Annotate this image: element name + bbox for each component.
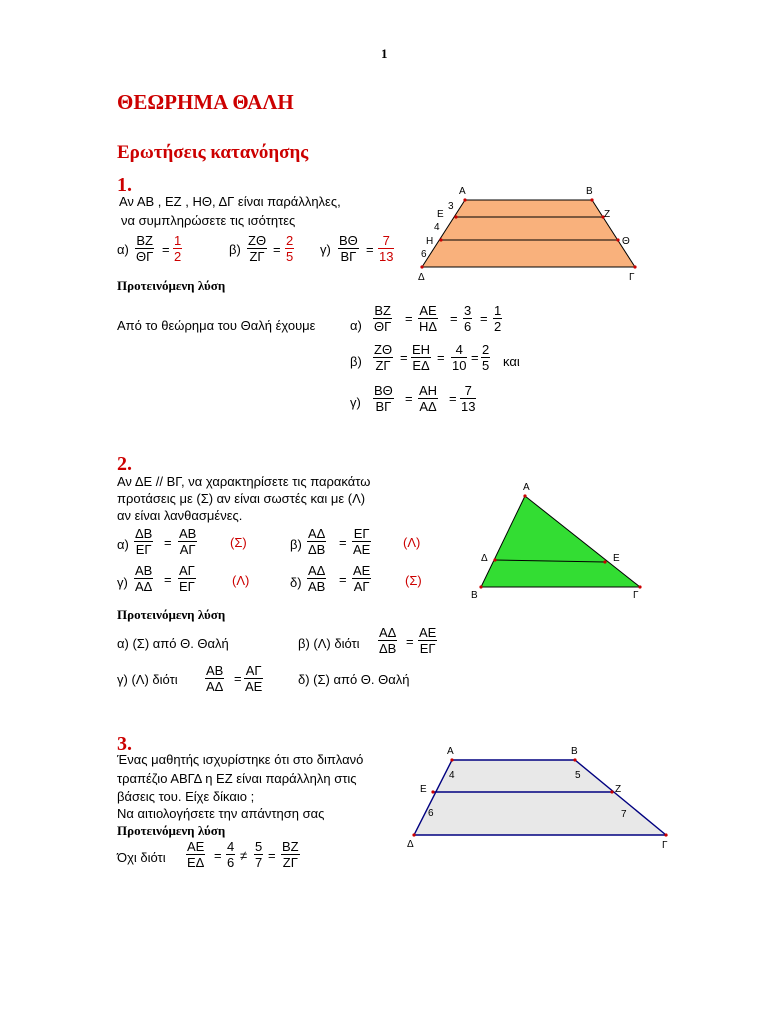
q1-sol-g-label: γ)	[350, 395, 361, 410]
q2-label-A: Α	[523, 482, 530, 493]
q2-triangle-figure	[465, 476, 660, 604]
question-3-number: 3.	[117, 733, 132, 755]
q1-trapezoid-figure	[415, 180, 655, 285]
q2-label-E: Ε	[613, 553, 620, 564]
equals-sign: =	[366, 242, 374, 257]
q2-g-label: γ)	[117, 575, 128, 590]
q2-b-label: β)	[290, 537, 302, 552]
equals-sign: =	[273, 242, 281, 257]
q1-a-fraction: $\frac{BZ}{\Theta\Gamma}$	[136, 233, 154, 264]
q1-sol-a-frac4: $\frac{1}{2}$	[494, 303, 502, 334]
page-number: 1	[381, 46, 388, 61]
q2-b-mark: (Λ)	[403, 535, 421, 550]
q2-a-label: α)	[117, 537, 129, 552]
q1-label-Theta: Θ	[622, 236, 630, 247]
q2-sol-b-frac2: $\frac{AE}{E\Gamma}$	[419, 625, 437, 656]
q2-d-frac1: $\frac{A\Delta}{AB}$	[308, 563, 326, 594]
q2-sol-b-frac1: $\frac{A\Delta}{\Delta B}$	[379, 625, 397, 656]
q3-text-line2: τραπέζιο ΑΒΓΔ η ΕΖ είναι παράλληλη στις	[117, 771, 357, 786]
q2-d-mark: (Σ)	[405, 573, 422, 588]
q1-label-H: Η	[426, 236, 434, 247]
q1-sol-g-frac3: $\frac{7}{13}$	[461, 383, 476, 414]
q1-b-label: β)	[229, 242, 241, 257]
q1-seg-6: 6	[421, 249, 427, 260]
q2-sol-a: α) (Σ) από Θ. Θαλή	[117, 636, 229, 651]
q2-label-G: Γ	[633, 590, 639, 601]
q1-b-fraction: $\frac{Z\Theta}{Z\Gamma}$	[248, 233, 267, 264]
q2-a-mark: (Σ)	[230, 535, 247, 550]
q2-sol-g: γ) (Λ) διότι	[117, 672, 178, 687]
equals-sign: =	[162, 242, 170, 257]
q3-label-D: Δ	[407, 839, 414, 850]
q3-trapezoid-figure	[400, 740, 685, 855]
q1-sol-b-frac4: $\frac{2}{5}$	[482, 342, 490, 373]
not-equal-sign: ≠	[240, 848, 248, 863]
q1-b-answer: $\frac{2}{5}$	[286, 233, 294, 264]
question-1-number: 1.	[117, 174, 132, 196]
q2-b-frac2: $\frac{E\Gamma}{AE}$	[353, 526, 371, 557]
q2-g-frac2: $\frac{A\Gamma}{E\Gamma}$	[179, 563, 195, 594]
q3-label-G: Γ	[662, 840, 668, 851]
q1-sol-a-frac1: $\frac{BZ}{\Theta\Gamma}$	[374, 303, 392, 334]
q3-label-Z: Ζ	[615, 784, 622, 795]
q1-seg-4: 4	[434, 222, 440, 233]
question-2-number: 2.	[117, 453, 132, 475]
q1-sol-g-frac2: $\frac{AH}{A\Delta}$	[419, 383, 438, 414]
q1-seg-3: 3	[448, 201, 454, 212]
q2-label-B: Β	[471, 590, 478, 601]
q3-label-E: Ε	[420, 784, 427, 795]
q2-text-line2: προτάσεις με (Σ) αν είναι σωστές και με (Λ)	[117, 491, 366, 506]
q1-g-label: γ)	[320, 242, 331, 257]
q2-d-label: δ)	[290, 575, 302, 590]
q1-sol-b-frac3: $\frac{4}{10}$	[452, 342, 467, 373]
q1-sol-b-tail: και	[503, 354, 520, 369]
q1-label-D: Δ	[418, 272, 425, 283]
q2-a-frac1: $\frac{\Delta B}{E\Gamma}$	[135, 526, 153, 557]
q3-text-line4: Να αιτιολογήσετε την απάντηση σας	[117, 806, 325, 821]
q1-g-answer: $\frac{7}{13}$	[379, 233, 394, 264]
q3-answer-text: Όχι διότι	[117, 850, 166, 865]
q1-label-E: Ε	[437, 209, 444, 220]
q3-seg-7: 7	[621, 809, 627, 820]
q2-g-frac1: $\frac{AB}{A\Delta}$	[135, 563, 153, 594]
page-title: ΘΕΩΡΗΜΑ ΘΑΛΗ	[117, 90, 294, 114]
q1-sol-b-frac1: $\frac{Z\Theta}{Z\Gamma}$	[374, 342, 393, 373]
q1-sol-a-label: α)	[350, 318, 362, 333]
q1-solution-intro: Από το θεώρημα του Θαλή έχουμε	[117, 318, 316, 333]
q1-label-G: Γ	[629, 272, 635, 283]
q1-solution-heading: Προτεινόμενη λύση	[117, 278, 226, 293]
q1-label-B: Β	[586, 186, 593, 197]
q1-g-fraction: $\frac{B\Theta}{B\Gamma}$	[339, 233, 358, 264]
q1-label-Z: Ζ	[604, 209, 611, 220]
q2-sol-g-frac1: $\frac{AB}{A\Delta}$	[206, 663, 224, 694]
q3-frac4: $\frac{BZ}{Z\Gamma}$	[282, 839, 299, 870]
q1-text-line1: Αν ΑΒ , ΕΖ , ΗΘ, ΔΓ είναι παράλληλες,	[119, 194, 341, 209]
q2-text-line1: Αν ΔΕ // ΒΓ, να χαρακτηρίσετε τις παρακάτω	[117, 474, 371, 489]
q3-seg-5: 5	[575, 770, 581, 781]
section-subtitle: Ερωτήσεις κατανόησης	[117, 142, 309, 163]
q1-sol-b-label: β)	[350, 354, 362, 369]
q2-triangle-shape	[481, 496, 640, 587]
q3-seg-6: 6	[428, 808, 434, 819]
q1-sol-g-frac1: $\frac{B\Theta}{B\Gamma}$	[374, 383, 393, 414]
q2-solution-heading: Προτεινόμενη λύση	[117, 607, 226, 622]
q3-seg-4: 4	[449, 770, 455, 781]
q1-text-line2: να συμπληρώσετε τις ισότητες	[121, 213, 296, 228]
q3-frac1: $\frac{AE}{E\Delta}$	[187, 839, 205, 870]
q3-text-line1: Ένας μαθητής ισχυρίστηκε ότι στο διπλανό	[117, 752, 364, 767]
q3-frac3: $\frac{5}{7}$	[255, 839, 263, 870]
q1-a-label: α)	[117, 242, 129, 257]
q1-sol-a-frac3: $\frac{3}{6}$	[464, 303, 472, 334]
q1-a-answer: $\frac{1}{2}$	[174, 233, 182, 264]
q2-label-D: Δ	[481, 553, 488, 564]
q3-frac2: $\frac{4}{6}$	[227, 839, 235, 870]
q2-text-line3: αν είναι λανθασμένες.	[117, 508, 243, 523]
q3-solution-heading: Προτεινόμενη λύση	[117, 823, 226, 838]
q2-sol-d: δ) (Σ) από Θ. Θαλή	[298, 672, 410, 687]
q2-sol-g-frac2: $\frac{A\Gamma}{AE}$	[245, 663, 263, 694]
q1-label-A: Α	[459, 186, 466, 197]
q1-sol-b-frac2: $\frac{EH}{E\Delta}$	[412, 342, 431, 373]
q2-b-frac1: $\frac{A\Delta}{\Delta B}$	[308, 526, 326, 557]
q3-label-B: Β	[571, 746, 578, 757]
q1-sol-a-frac2: $\frac{AE}{H\Delta}$	[419, 303, 438, 334]
q2-sol-b: β) (Λ) διότι	[298, 636, 360, 651]
q2-g-mark: (Λ)	[232, 573, 250, 588]
q2-d-frac2: $\frac{AE}{A\Gamma}$	[353, 563, 371, 594]
q3-label-A: Α	[447, 746, 454, 757]
q3-text-line3: βάσεις του. Είχε δίκαιο ;	[117, 789, 255, 804]
q2-a-frac2: $\frac{AB}{A\Gamma}$	[179, 526, 197, 557]
